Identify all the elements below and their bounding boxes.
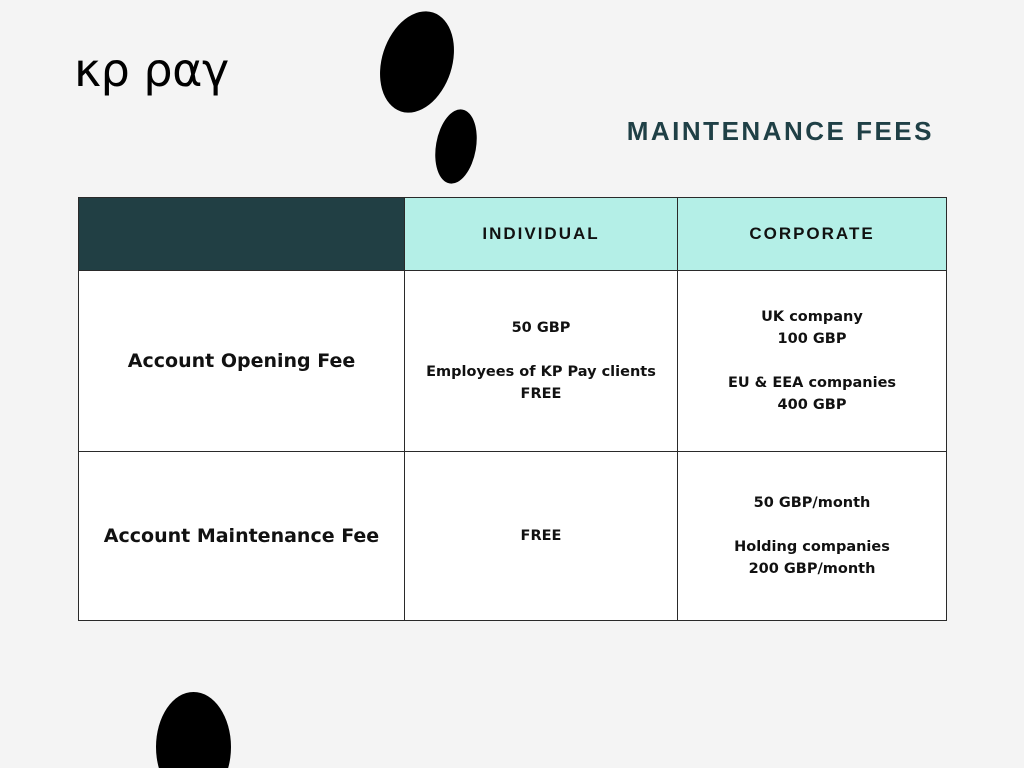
cell-line: 400 GBP bbox=[777, 397, 847, 413]
table-row bbox=[79, 452, 947, 621]
kp-pay-logo: κρ ραγ bbox=[74, 43, 229, 97]
cell-line: EU & EEA companies bbox=[727, 375, 897, 391]
decorative-blob-bottom bbox=[156, 692, 231, 768]
decorative-blob-top-large bbox=[368, 2, 467, 123]
cell-line: UK company bbox=[761, 309, 863, 325]
header-individual: INDIVIDUAL bbox=[405, 198, 678, 271]
table-header-row bbox=[79, 198, 947, 271]
table-row bbox=[79, 271, 947, 452]
cell-line: 100 GBP bbox=[777, 331, 847, 347]
cell-line: 50 GBP/month bbox=[753, 495, 871, 511]
cell-line: 50 GBP bbox=[511, 320, 571, 336]
header-corporate: CORPORATE bbox=[678, 198, 947, 271]
decorative-blob-top-small bbox=[430, 106, 482, 187]
cell-maintenance-corporate bbox=[678, 452, 947, 621]
cell-line: Employees of KP Pay clients bbox=[426, 364, 656, 380]
cell-line: FREE bbox=[520, 528, 562, 544]
cell-line: 200 GBP/month bbox=[748, 561, 876, 577]
header-empty-cell bbox=[79, 198, 405, 271]
row-label-account-opening-fee: Account Opening Fee bbox=[79, 271, 405, 452]
cell-opening-corporate bbox=[678, 271, 947, 452]
cell-line: Holding companies bbox=[734, 539, 890, 555]
cell-line: FREE bbox=[520, 386, 562, 402]
cell-maintenance-individual bbox=[405, 452, 678, 621]
cell-opening-individual bbox=[405, 271, 678, 452]
fees-table bbox=[78, 197, 947, 621]
row-label-account-maintenance-fee: Account Maintenance Fee bbox=[79, 452, 405, 621]
page-title: MAINTENANCE FEES bbox=[626, 116, 934, 146]
